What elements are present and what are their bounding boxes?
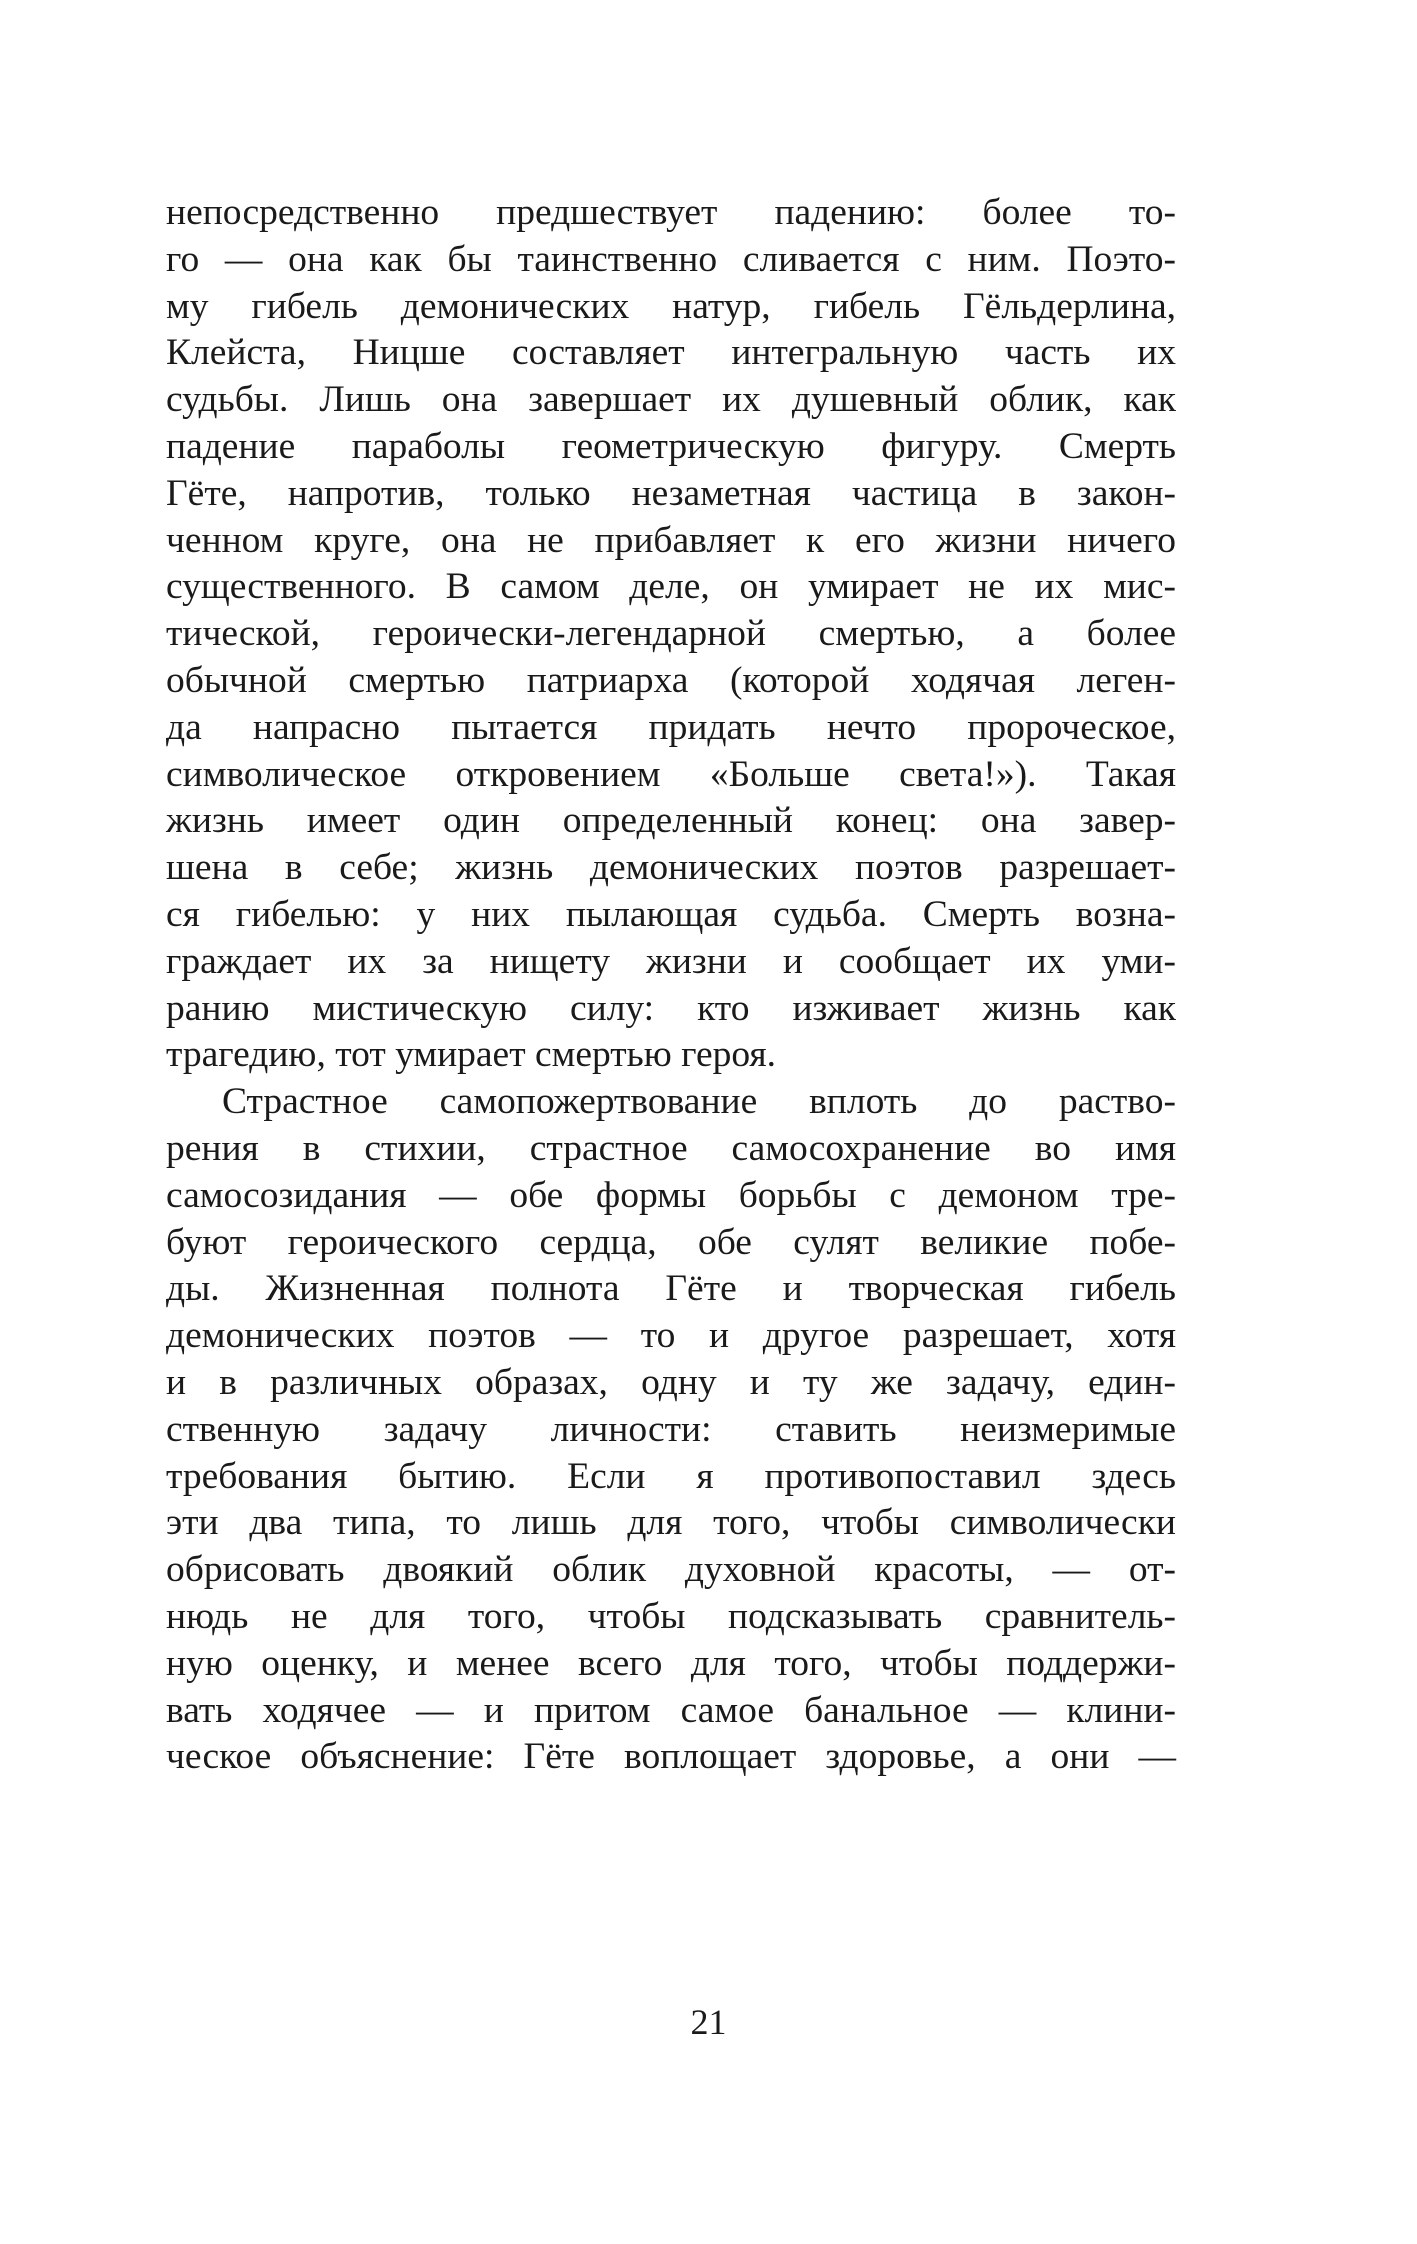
- text-line: демонических поэтов — то и другое разрешает, хотя: [166, 1315, 1176, 1357]
- page-number: 21: [690, 2002, 727, 2042]
- text-line: нюдь не для того, чтобы подсказывать сравнитель-: [166, 1595, 1176, 1637]
- text-line: непосредственно предшествует падению: более то-: [166, 192, 1176, 233]
- text-line: тической, героически-легендарной смертью, а более: [166, 613, 1176, 655]
- text-line: существенного. В самом деле, он умирает не их мис-: [166, 566, 1176, 608]
- text-line: падение параболы геометрическую фигуру. Смерть: [166, 425, 1176, 467]
- text-line: жизнь имеет один определенный конец: она завер-: [166, 800, 1176, 842]
- text-line: обрисовать двоякий облик духовной красоты, — от-: [166, 1549, 1176, 1591]
- text-line: Гёте, напротив, только незаметная частица в закон-: [166, 472, 1176, 514]
- text-line: рения в стихии, страстное самосохранение во имя: [166, 1127, 1176, 1169]
- text-line: символическое откровением «Больше света!»). Такая: [166, 753, 1176, 795]
- text-line: Клейста, Ницше составляет интегральную часть их: [166, 332, 1176, 374]
- text-line: ся гибелью: у них пылающая судьба. Смерть возна-: [166, 893, 1176, 935]
- paragraph: [166, 190, 1176, 1079]
- text-line: граждает их за нищету жизни и сообщает их уми-: [166, 940, 1176, 982]
- text-line: вать ходячее — и притом самое банальное — клини-: [166, 1689, 1176, 1731]
- text-line: ранию мистическую силу: кто изживает жизнь как: [166, 987, 1176, 1029]
- text-line: обычной смертью патриарха (которой ходячая леген-: [166, 659, 1176, 701]
- text-line: буют героического сердца, обе сулят великие побе-: [166, 1221, 1176, 1263]
- body-text: [166, 190, 1176, 1781]
- text-line: ды. Жизненная полнота Гёте и творческая гибель: [166, 1268, 1176, 1310]
- text-line: ченном круге, она не прибавляет к его жизни ничего: [166, 519, 1176, 561]
- text-line: шена в себе; жизнь демонических поэтов разрешает-: [166, 847, 1176, 889]
- text-line: да напрасно пытается придать нечто пророческое,: [166, 706, 1176, 748]
- text-line: и в различных образах, одну и ту же задачу, един-: [166, 1361, 1176, 1403]
- text-line: судьбы. Лишь она завершает их душевный облик, как: [166, 379, 1176, 421]
- text-line: ную оценку, и менее всего для того, чтобы поддержи-: [166, 1642, 1176, 1684]
- text-line: Страстное самопожертвование вплоть до раство-: [222, 1081, 1176, 1123]
- text-line: ственную задачу личности: ставить неизмеримые: [166, 1408, 1176, 1450]
- text-line: трагедию, тот умирает смертью героя.: [166, 1034, 777, 1076]
- paragraph: [166, 1079, 1176, 1781]
- text-line: эти два типа, то лишь для того, чтобы символически: [166, 1502, 1176, 1544]
- text-line: требования бытию. Если я противопоставил здесь: [166, 1455, 1176, 1497]
- text-line: самосозидания — обе формы борьбы с демоном тре-: [166, 1174, 1176, 1216]
- text-line: ческое объяснение: Гёте воплощает здоровье, а они —: [166, 1736, 1176, 1778]
- text-line: му гибель демонических натур, гибель Гёльдерлина,: [166, 285, 1176, 327]
- text-line: го — она как бы таинственно сливается с ним. Поэто-: [166, 238, 1176, 280]
